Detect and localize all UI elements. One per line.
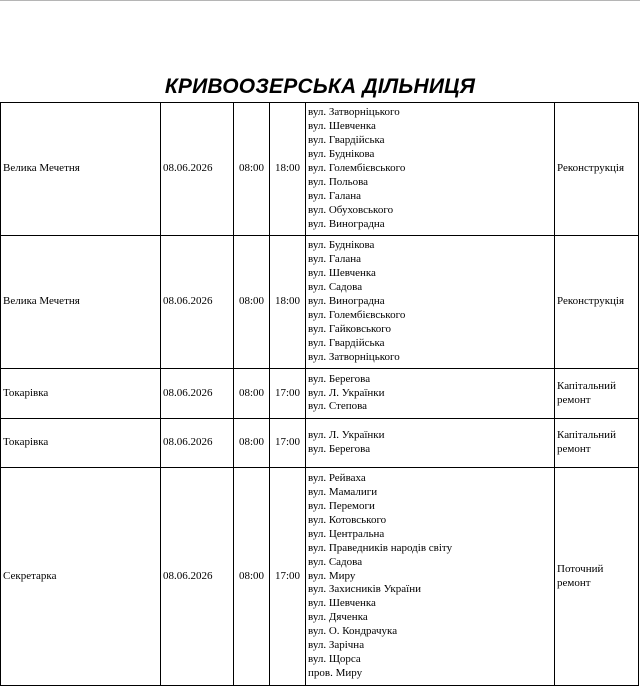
- street-item: вул. Шевченка: [308, 120, 376, 133]
- locality-cell: Токарівка: [1, 419, 161, 468]
- street-item: вул. Садова: [308, 281, 363, 294]
- date-cell: 08.06.2026: [161, 236, 234, 369]
- street-item: вул. Мамалиги: [308, 486, 378, 499]
- street-item: вул. Виноградна: [308, 217, 385, 230]
- date-cell: 08.06.2026: [161, 103, 234, 236]
- locality-cell: Велика Мечетня: [1, 236, 161, 369]
- outage-schedule-table: [0, 102, 639, 686]
- table-row: [1, 103, 639, 236]
- date-cell: 08.06.2026: [161, 369, 234, 419]
- street-item: вул. Рейваха: [308, 472, 366, 485]
- street-item: вул. Л. Українки: [308, 386, 385, 399]
- work-type-cell: Капітальний ремонт: [555, 369, 639, 419]
- work-type-cell: Капітальний ремонт: [555, 419, 639, 468]
- streets-cell: [306, 468, 555, 686]
- date-cell: 08.06.2026: [161, 468, 234, 686]
- street-item: вул. Голембієвського: [308, 308, 406, 321]
- streets-cell: [306, 419, 555, 468]
- street-item: вул. О. Кондрачука: [308, 625, 398, 638]
- street-item: пров. Миру: [308, 666, 363, 679]
- street-item: вул. Гвардійська: [308, 134, 385, 147]
- end-time-cell: 17:00: [270, 369, 306, 419]
- start-time-cell: 08:00: [234, 103, 270, 236]
- end-time-cell: 18:00: [270, 103, 306, 236]
- street-item: вул. Шевченка: [308, 267, 376, 280]
- street-item: вул. Гайковського: [308, 322, 392, 335]
- street-item: вул. Дяченка: [308, 611, 368, 624]
- street-item: вул. Виноградна: [308, 295, 385, 308]
- street-item: вул. Зарічна: [308, 639, 365, 652]
- street-item: вул. Польова: [308, 175, 369, 188]
- top-border-line: [0, 0, 640, 1]
- locality-cell: Токарівка: [1, 369, 161, 419]
- table-row: [1, 468, 639, 686]
- street-item: вул. Захисників України: [308, 583, 421, 596]
- page-title: КРИВООЗЕРСЬКА ДІЛЬНИЦЯ: [164, 75, 476, 99]
- table-row: [1, 369, 639, 419]
- street-item: вул. Центральна: [308, 527, 385, 540]
- start-time-cell: 08:00: [234, 369, 270, 419]
- street-item: вул. Л. Українки: [308, 429, 385, 442]
- start-time-cell: 08:00: [234, 236, 270, 369]
- table-row: [1, 236, 639, 369]
- street-item: вул. Шевченка: [308, 597, 376, 610]
- street-item: вул. Буднікова: [308, 148, 375, 161]
- date-cell: 08.06.2026: [161, 419, 234, 468]
- street-item: вул. Обуховського: [308, 203, 394, 216]
- locality-cell: Велика Мечетня: [1, 103, 161, 236]
- street-item: вул. Буднікова: [308, 239, 375, 252]
- street-item: вул. Щорса: [308, 652, 361, 665]
- work-type-cell: Поточний ремонт: [555, 468, 639, 686]
- end-time-cell: 17:00: [270, 468, 306, 686]
- work-type-cell: Реконструкція: [555, 236, 639, 369]
- street-item: вул. Котовського: [308, 513, 387, 526]
- street-item: вул. Затворніцького: [308, 350, 400, 363]
- street-item: вул. Праведників народів світу: [308, 541, 453, 554]
- street-item: вул. Галана: [308, 253, 362, 266]
- start-time-cell: 08:00: [234, 468, 270, 686]
- street-item: вул. Затворніцького: [308, 106, 400, 119]
- table-body: [1, 103, 639, 686]
- end-time-cell: 17:00: [270, 419, 306, 468]
- street-item: вул. Берегова: [308, 443, 371, 455]
- streets-cell: [306, 103, 555, 236]
- street-item: вул. Садова: [308, 555, 363, 568]
- work-type-cell: Реконструкція: [555, 103, 639, 236]
- street-item: вул. Миру: [308, 569, 356, 582]
- street-item: вул. Берегова: [308, 372, 371, 385]
- street-item: вул. Голембієвського: [308, 162, 406, 175]
- end-time-cell: 18:00: [270, 236, 306, 369]
- street-item: вул. Гвардійська: [308, 336, 385, 349]
- streets-cell: [306, 369, 555, 419]
- street-item: вул. Галана: [308, 189, 362, 202]
- locality-cell: Секретарка: [1, 468, 161, 686]
- start-time-cell: 08:00: [234, 419, 270, 468]
- street-item: вул. Степова: [308, 400, 368, 413]
- street-item: вул. Перемоги: [308, 500, 375, 513]
- table-row: [1, 419, 639, 468]
- streets-cell: [306, 236, 555, 369]
